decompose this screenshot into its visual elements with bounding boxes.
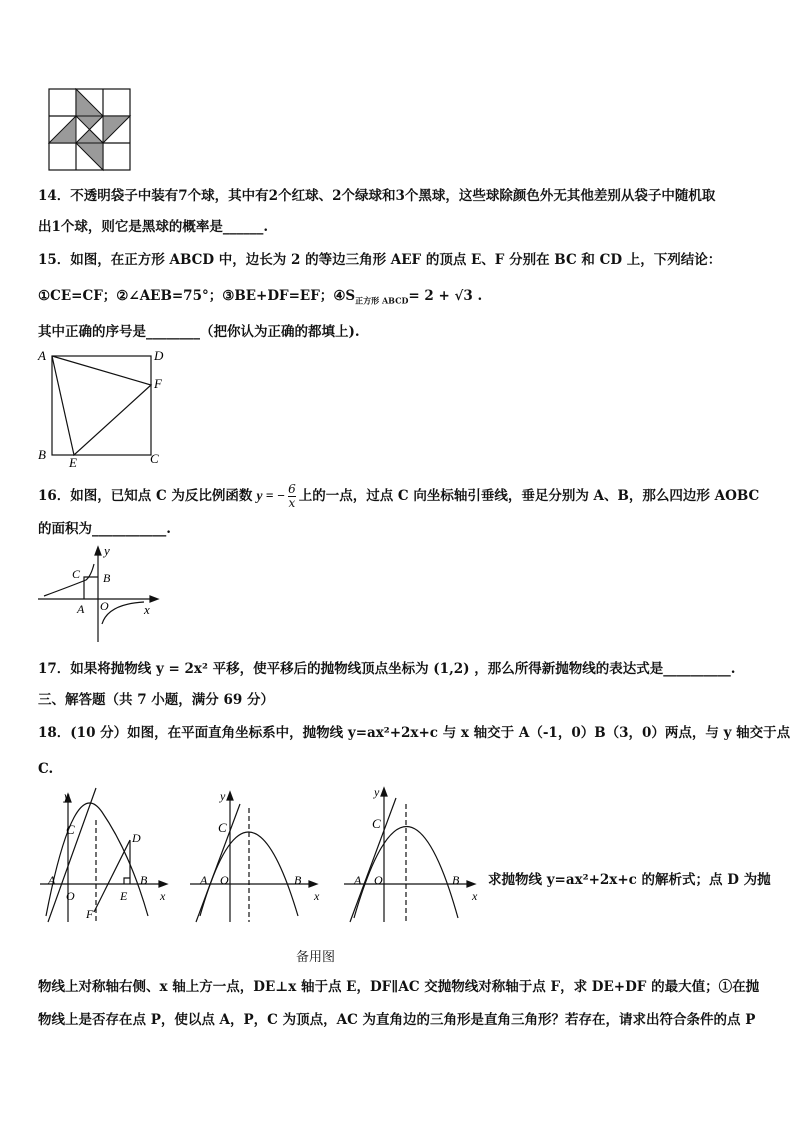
q15-option-1: ①CE=CF；	[38, 288, 117, 304]
q18-fig1-label-A: A	[48, 873, 56, 887]
q18-fig1-label-B: B	[140, 873, 148, 887]
q15-option-2: ②∠AEB=75°；	[116, 288, 223, 304]
q15-options	[38, 286, 482, 311]
q17-line-1: 17．如果将抛物线 y = 2x² 平移，使平移后的抛物线顶点坐标为 (1,2) ，那么所得新抛物线的表达式是__________.	[38, 661, 736, 677]
q15-label-D: D	[154, 348, 164, 363]
q18-line-4: 物线上是否存在点 P，使以点 A，P，C 为顶点，AC 为直角边的三角形是直角三角形？若存在，请求出符合条件的点 P	[38, 1012, 756, 1028]
section-title: 三、解答题（共 7 小题，满分 69 分）	[38, 692, 274, 708]
q18-fig1-label-C: C	[66, 822, 75, 837]
q16-fraction	[288, 483, 296, 510]
q18-fig2-label-y: y	[220, 789, 226, 803]
shaded-triangle-top	[76, 89, 103, 116]
q15-option-4-prefix: ④S	[333, 288, 356, 304]
q18-line-2: C.	[38, 761, 54, 777]
q15-label-A: A	[38, 348, 46, 363]
q16-label-O: O	[100, 599, 109, 613]
q15-label-E: E	[69, 455, 77, 468]
q16-function-lhs: y = −	[256, 488, 286, 503]
q18-fig3-label-y: y	[374, 785, 380, 799]
q14-line-2: 出1个球，则它是黑球的概率是______.	[38, 219, 269, 235]
q15-option-3: ③BE+DF=EF；	[222, 288, 334, 304]
q15-label-F: F	[154, 376, 162, 391]
q18-fig2-label-C: C	[218, 820, 227, 835]
q18-fig2-label-A: A	[200, 873, 208, 887]
q16-line-1b: 上的一点，过点 C 向坐标轴引垂线，垂足分别为 A、B，那么四边形 AOBC	[298, 488, 760, 504]
q16-line-1	[38, 483, 759, 510]
q16-label-x: x	[144, 602, 150, 617]
q18-line-1: 18．(10 分）如图，在平面直角坐标系中，抛物线 y=ax²+2x+c 与 x 轴交于 A（-1，0）B（3，0）两点，与 y 轴交于点	[38, 725, 791, 741]
q18-fig1-label-F: F	[86, 907, 94, 921]
q16-fraction-denominator: x	[288, 496, 296, 510]
q18-fig2-label-x: x	[314, 889, 320, 903]
q16-label-y: y	[104, 543, 110, 558]
q18-fig1-label-O: O	[66, 889, 75, 903]
q16-label-B: B	[103, 571, 111, 585]
q18-side-text: 求抛物线 y=ax²+2x+c 的解析式；点 D 为抛	[488, 872, 771, 888]
q15-label-B: B	[38, 447, 46, 462]
q18-fig2-label-O: O	[220, 873, 229, 887]
q18-parabola-figure-3	[340, 780, 484, 926]
q18-line-3: 物线上对称轴右侧、x 轴上方一点，DE⊥x 轴于点 E，DF∥AC 交抛物线对称轴于点 F，求 DE+DF 的最大值；①在抛	[38, 979, 760, 995]
shaded-triangle-left	[49, 116, 76, 143]
q15-option-4-equation: = 2 + √3 .	[408, 288, 483, 304]
q16-label-A: A	[77, 602, 85, 616]
q18-fig1-label-D: D	[132, 831, 141, 845]
q18-fig3-label-x: x	[472, 889, 478, 903]
q18-fig1-label-y: y	[64, 789, 70, 803]
q18-parabola-figure-2	[186, 786, 326, 926]
q15-label-C: C	[150, 451, 159, 466]
q18-fig3-label-B: B	[452, 873, 460, 887]
q16-fraction-numerator: 6	[288, 482, 296, 496]
q16-line-1a: 16．如图，已知点 C 为反比例函数	[38, 488, 253, 504]
q18-fig1-label-x: x	[160, 889, 166, 903]
q14-line-1: 14．不透明袋子中装有7个球，其中有2个红球、2个绿球和3个黑球，这些球除颜色外无其他差别从袋子中随机取	[38, 188, 716, 204]
q18-fig3-label-A: A	[354, 873, 362, 887]
q18-fig3-label-O: O	[374, 873, 383, 887]
q18-fig1-label-E: E	[120, 889, 128, 903]
pinwheel-grid-figure	[48, 88, 132, 172]
shaded-triangle-bottom	[76, 143, 103, 170]
q15-line-1: 15．如图，在正方形 ABCD 中，边长为 2 的等边三角形 AEF 的顶点 E、F 分别在 BC 和 CD 上，下列结论：	[38, 252, 722, 268]
q15-option-4-subscript: 正方形 ABCD	[355, 295, 409, 306]
q18-parabola-figure-1	[36, 786, 172, 926]
q18-caption-backup-figure: 备用图	[296, 950, 336, 965]
shaded-triangle-right	[103, 116, 130, 143]
q16-hyperbola-figure	[36, 542, 166, 644]
q18-fig3-label-C: C	[372, 816, 381, 831]
q15-square-figure	[36, 346, 170, 468]
q15-line-3: 其中正确的序号是________（把你认为正确的都填上).	[38, 324, 360, 340]
q16-label-C: C	[72, 567, 81, 581]
q18-fig2-label-B: B	[294, 873, 302, 887]
q16-line-2: 的面积为___________.	[38, 521, 171, 537]
